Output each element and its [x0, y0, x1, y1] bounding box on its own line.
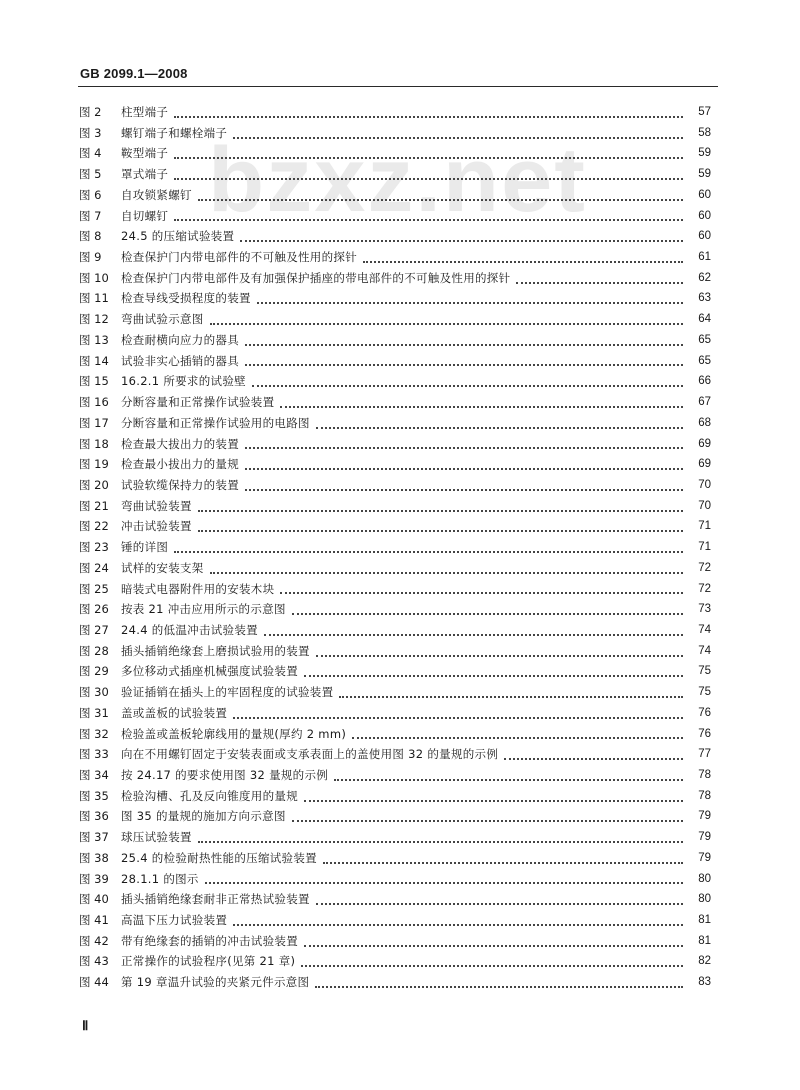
page-number: 65 [698, 354, 711, 367]
toc-entry [79, 661, 711, 682]
figure-title: 冲击试验装置 [121, 519, 192, 534]
dot-leader [363, 260, 683, 263]
figure-label: 图 3 [79, 125, 102, 140]
page-number: 77 [698, 748, 711, 761]
dot-leader [240, 239, 683, 242]
page-number: 74 [698, 623, 711, 636]
figure-label: 图 4 [79, 146, 102, 161]
figure-title: 28.1.1 的图示 [121, 871, 199, 886]
figure-title: 检验沟槽、孔及反向锥度用的量规 [121, 788, 298, 803]
figure-title: 正常操作的试验程序(见第 21 章) [121, 954, 296, 969]
toc-entry [79, 951, 711, 972]
figure-label: 图 11 [79, 291, 109, 306]
figure-title: 检查保护门内带电部件及有加强保护插座的带电部件的不可触及性用的探针 [121, 270, 511, 285]
figure-title: 球压试验装置 [121, 830, 192, 845]
dot-leader [339, 695, 683, 698]
figure-label: 图 12 [79, 312, 109, 327]
dot-leader [174, 177, 683, 180]
dot-leader [316, 426, 683, 429]
dot-leader [304, 799, 683, 802]
figure-label: 图 10 [79, 270, 109, 285]
dot-leader [316, 654, 683, 657]
toc-entry [79, 143, 711, 164]
toc-entry [79, 744, 711, 765]
page-number: 79 [698, 831, 711, 844]
figure-label: 图 6 [79, 187, 102, 202]
figure-label: 图 8 [79, 229, 102, 244]
page-number: 65 [698, 333, 711, 346]
page-number: 81 [698, 914, 711, 927]
dot-leader [315, 985, 683, 988]
page-number: 70 [698, 478, 711, 491]
toc-entry [79, 972, 711, 993]
page-number: 75 [698, 686, 711, 699]
figure-label: 图 5 [79, 167, 102, 182]
dot-leader [334, 778, 683, 781]
dot-leader [210, 322, 683, 325]
toc-entry [79, 454, 711, 475]
figure-label: 图 19 [79, 457, 109, 472]
figure-label: 图 36 [79, 809, 109, 824]
toc-entry [79, 703, 711, 724]
figure-label: 图 20 [79, 477, 109, 492]
figure-label: 图 34 [79, 768, 109, 782]
figure-label: 图 32 [79, 726, 109, 741]
page-number: 71 [698, 520, 711, 533]
figure-label: 图 23 [79, 540, 109, 555]
figure-title: 自攻锁紧螺钉 [121, 187, 192, 202]
figure-label: 图 25 [79, 581, 109, 596]
dot-leader [264, 633, 683, 636]
page-number: 69 [698, 437, 711, 450]
dot-leader [301, 964, 683, 967]
figure-label: 图 43 [79, 954, 109, 969]
dot-leader [198, 840, 683, 843]
toc-entry [79, 806, 711, 827]
figure-label: 图 29 [79, 664, 109, 679]
dot-leader [174, 115, 683, 118]
figure-label: 图 22 [79, 519, 109, 534]
figure-title: 罩式端子 [121, 167, 169, 182]
figure-title: 检查最小拔出力的量规 [121, 457, 239, 472]
dot-leader [323, 861, 683, 864]
figure-title: 24.5 的压缩试验装置 [121, 229, 235, 244]
toc-entry [79, 869, 711, 890]
dot-leader [504, 757, 683, 760]
figure-label: 图 31 [79, 705, 109, 720]
figure-label: 图 16 [79, 395, 109, 410]
figure-label: 图 2 [79, 105, 102, 119]
page-number: 58 [698, 126, 711, 139]
figure-label: 图 39 [79, 871, 109, 886]
figure-label: 图 42 [79, 933, 109, 948]
figure-label: 图 7 [79, 208, 102, 223]
header-rule [78, 86, 718, 87]
toc-entry [79, 579, 711, 600]
figure-title: 试验非实心插销的器具 [121, 353, 239, 368]
page-number: 75 [698, 665, 711, 678]
dot-leader [292, 612, 683, 615]
toc-entry [79, 164, 711, 185]
figure-title: 盖或盖板的试验装置 [121, 705, 228, 720]
figure-label: 图 26 [79, 602, 109, 617]
toc-entry [79, 309, 711, 330]
figure-label: 图 44 [79, 975, 109, 990]
dot-leader [174, 218, 683, 221]
toc-entry [79, 351, 711, 372]
page-number: 72 [698, 582, 711, 595]
page-number: 79 [698, 851, 711, 864]
figure-title: 按 24.17 的要求使用图 32 量规的示例 [121, 768, 329, 782]
toc-entry [79, 226, 711, 247]
toc-entry [79, 765, 711, 786]
page-number: 60 [698, 230, 711, 243]
toc-entry [79, 827, 711, 848]
figure-title: 检查最大拔出力的装置 [121, 436, 239, 451]
figure-title: 分断容量和正常操作试验用的电路图 [121, 415, 310, 430]
toc-entry [79, 931, 711, 952]
toc-entry [79, 848, 711, 869]
toc-entry [79, 641, 711, 662]
toc-entry [79, 910, 711, 931]
dot-leader [257, 301, 683, 304]
dot-leader [198, 509, 683, 512]
figure-title: 带有绝缘套的插销的冲击试验装置 [121, 933, 298, 948]
figure-label: 图 18 [79, 436, 109, 451]
figure-title: 16.2.1 所要求的试验壁 [121, 374, 246, 389]
figure-title: 多位移动式插座机械强度试验装置 [121, 664, 298, 679]
figure-label: 图 33 [79, 747, 109, 762]
dot-leader [198, 529, 683, 532]
page-number: 59 [698, 147, 711, 160]
toc-entry [79, 475, 711, 496]
toc-entry [79, 102, 711, 123]
toc-entry [79, 371, 711, 392]
figure-title: 试验软缆保持力的装置 [121, 477, 239, 492]
figure-title: 自切螺钉 [121, 208, 169, 223]
toc-entry [79, 537, 711, 558]
toc-entry [79, 392, 711, 413]
page-number: 70 [698, 499, 711, 512]
figure-list [79, 102, 711, 993]
figure-label: 图 30 [79, 685, 109, 700]
figure-label: 图 9 [79, 250, 102, 265]
figure-title: 检查导线受损程度的装置 [121, 291, 251, 306]
page-number: 81 [698, 934, 711, 947]
toc-entry [79, 413, 711, 434]
figure-title: 锤的详图 [121, 540, 169, 555]
dot-leader [245, 488, 683, 491]
figure-title: 验证插销在插头上的牢固程度的试验装置 [121, 685, 334, 700]
figure-label: 图 28 [79, 643, 109, 658]
figure-title: 24.4 的低温冲击试验装置 [121, 622, 258, 637]
page-number: 74 [698, 644, 711, 657]
page-number: 69 [698, 458, 711, 471]
dot-leader [252, 384, 683, 387]
toc-entry [79, 682, 711, 703]
page-number: 73 [698, 603, 711, 616]
standard-number-header: GB 2099.1—2008 [80, 66, 188, 81]
figure-title: 暗装式电器附件用的安装木块 [121, 581, 275, 596]
toc-entry [79, 247, 711, 268]
page-number: 71 [698, 541, 711, 554]
page-number: 83 [698, 976, 711, 989]
figure-title: 柱型端子 [121, 105, 169, 119]
page-number: 63 [698, 292, 711, 305]
page-number: 64 [698, 313, 711, 326]
page-number: 60 [698, 188, 711, 201]
figure-title: 高温下压力试验装置 [121, 913, 228, 928]
figure-title: 插头插销绝缘套耐非正常热试验装置 [121, 892, 310, 907]
toc-entry [79, 496, 711, 517]
figure-title: 试样的安装支架 [121, 560, 204, 575]
figure-label: 图 15 [79, 374, 109, 389]
toc-entry [79, 268, 711, 289]
page-number: 60 [698, 209, 711, 222]
toc-entry [79, 599, 711, 620]
dot-leader [292, 819, 683, 822]
page-number: 67 [698, 396, 711, 409]
page-number: 61 [698, 251, 711, 264]
dot-leader [280, 405, 683, 408]
page-number: 79 [698, 810, 711, 823]
dot-leader [516, 281, 683, 284]
page-number: 76 [698, 727, 711, 740]
toc-entry [79, 620, 711, 641]
toc-entry [79, 786, 711, 807]
dot-leader [210, 571, 683, 574]
toc-entry [79, 185, 711, 206]
figure-title: 弯曲试验示意图 [121, 312, 204, 327]
dot-leader [245, 467, 683, 470]
figure-title: 第 19 章温升试验的夹紧元件示意图 [121, 975, 310, 990]
figure-title: 检查保护门内带电部件的不可触及性用的探针 [121, 250, 357, 265]
toc-entry [79, 288, 711, 309]
dot-leader [245, 363, 683, 366]
figure-label: 图 24 [79, 560, 109, 575]
page-number: 80 [698, 872, 711, 885]
figure-label: 图 14 [79, 353, 109, 368]
figure-title: 插头插销绝缘套上磨损试验用的装置 [121, 643, 310, 658]
figure-title: 检验盖或盖板轮廓线用的量规(厚约 2 mm) [121, 726, 347, 741]
page-number: 68 [698, 416, 711, 429]
page-number: 57 [698, 106, 711, 118]
page-number-footer: Ⅱ [82, 1018, 89, 1033]
toc-entry [79, 889, 711, 910]
figure-title: 图 35 的量规的施加方向示意图 [121, 809, 286, 824]
dot-leader [174, 156, 683, 159]
figure-title: 弯曲试验装置 [121, 498, 192, 513]
toc-entry [79, 434, 711, 455]
figure-title: 螺钉端子和螺栓端子 [121, 125, 228, 140]
figure-title: 检查耐横向应力的器具 [121, 332, 239, 347]
toc-entry [79, 724, 711, 745]
figure-label: 图 17 [79, 415, 109, 430]
page-number: 80 [698, 893, 711, 906]
figure-label: 图 41 [79, 913, 109, 928]
dot-leader [280, 591, 683, 594]
page-number: 76 [698, 706, 711, 719]
page-number: 59 [698, 168, 711, 181]
page-number: 62 [698, 271, 711, 284]
figure-title: 分断容量和正常操作试验装置 [121, 395, 275, 410]
dot-leader [316, 902, 683, 905]
page-number: 78 [698, 789, 711, 802]
toc-entry [79, 516, 711, 537]
dot-leader [233, 136, 683, 139]
page-number: 82 [698, 955, 711, 968]
dot-leader [233, 923, 683, 926]
dot-leader [205, 881, 683, 884]
dot-leader [245, 446, 683, 449]
toc-entry [79, 123, 711, 144]
figure-label: 图 38 [79, 850, 109, 865]
figure-label: 图 13 [79, 332, 109, 347]
dot-leader [304, 674, 683, 677]
figure-label: 图 37 [79, 830, 109, 845]
page-number: 72 [698, 561, 711, 574]
figure-title: 鞍型端子 [121, 146, 169, 161]
figure-label: 图 27 [79, 622, 109, 637]
dot-leader [198, 198, 683, 201]
dot-leader [233, 716, 683, 719]
figure-label: 图 21 [79, 498, 109, 513]
figure-title: 按表 21 冲击应用所示的示意图 [121, 602, 286, 617]
figure-title: 25.4 的检验耐热性能的压缩试验装置 [121, 850, 317, 865]
toc-entry [79, 330, 711, 351]
page-number: 78 [698, 769, 711, 781]
watermark: bzxz.net [208, 129, 587, 231]
toc-entry [79, 558, 711, 579]
page-number: 66 [698, 375, 711, 388]
figure-title: 向在不用螺钉固定于安装表面或支承表面上的盖使用图 32 的量规的示例 [121, 747, 499, 762]
dot-leader [352, 736, 683, 739]
dot-leader [245, 343, 683, 346]
figure-label: 图 40 [79, 892, 109, 907]
dot-leader [304, 944, 683, 947]
toc-entry [79, 206, 711, 227]
figure-label: 图 35 [79, 788, 109, 803]
dot-leader [174, 550, 683, 553]
